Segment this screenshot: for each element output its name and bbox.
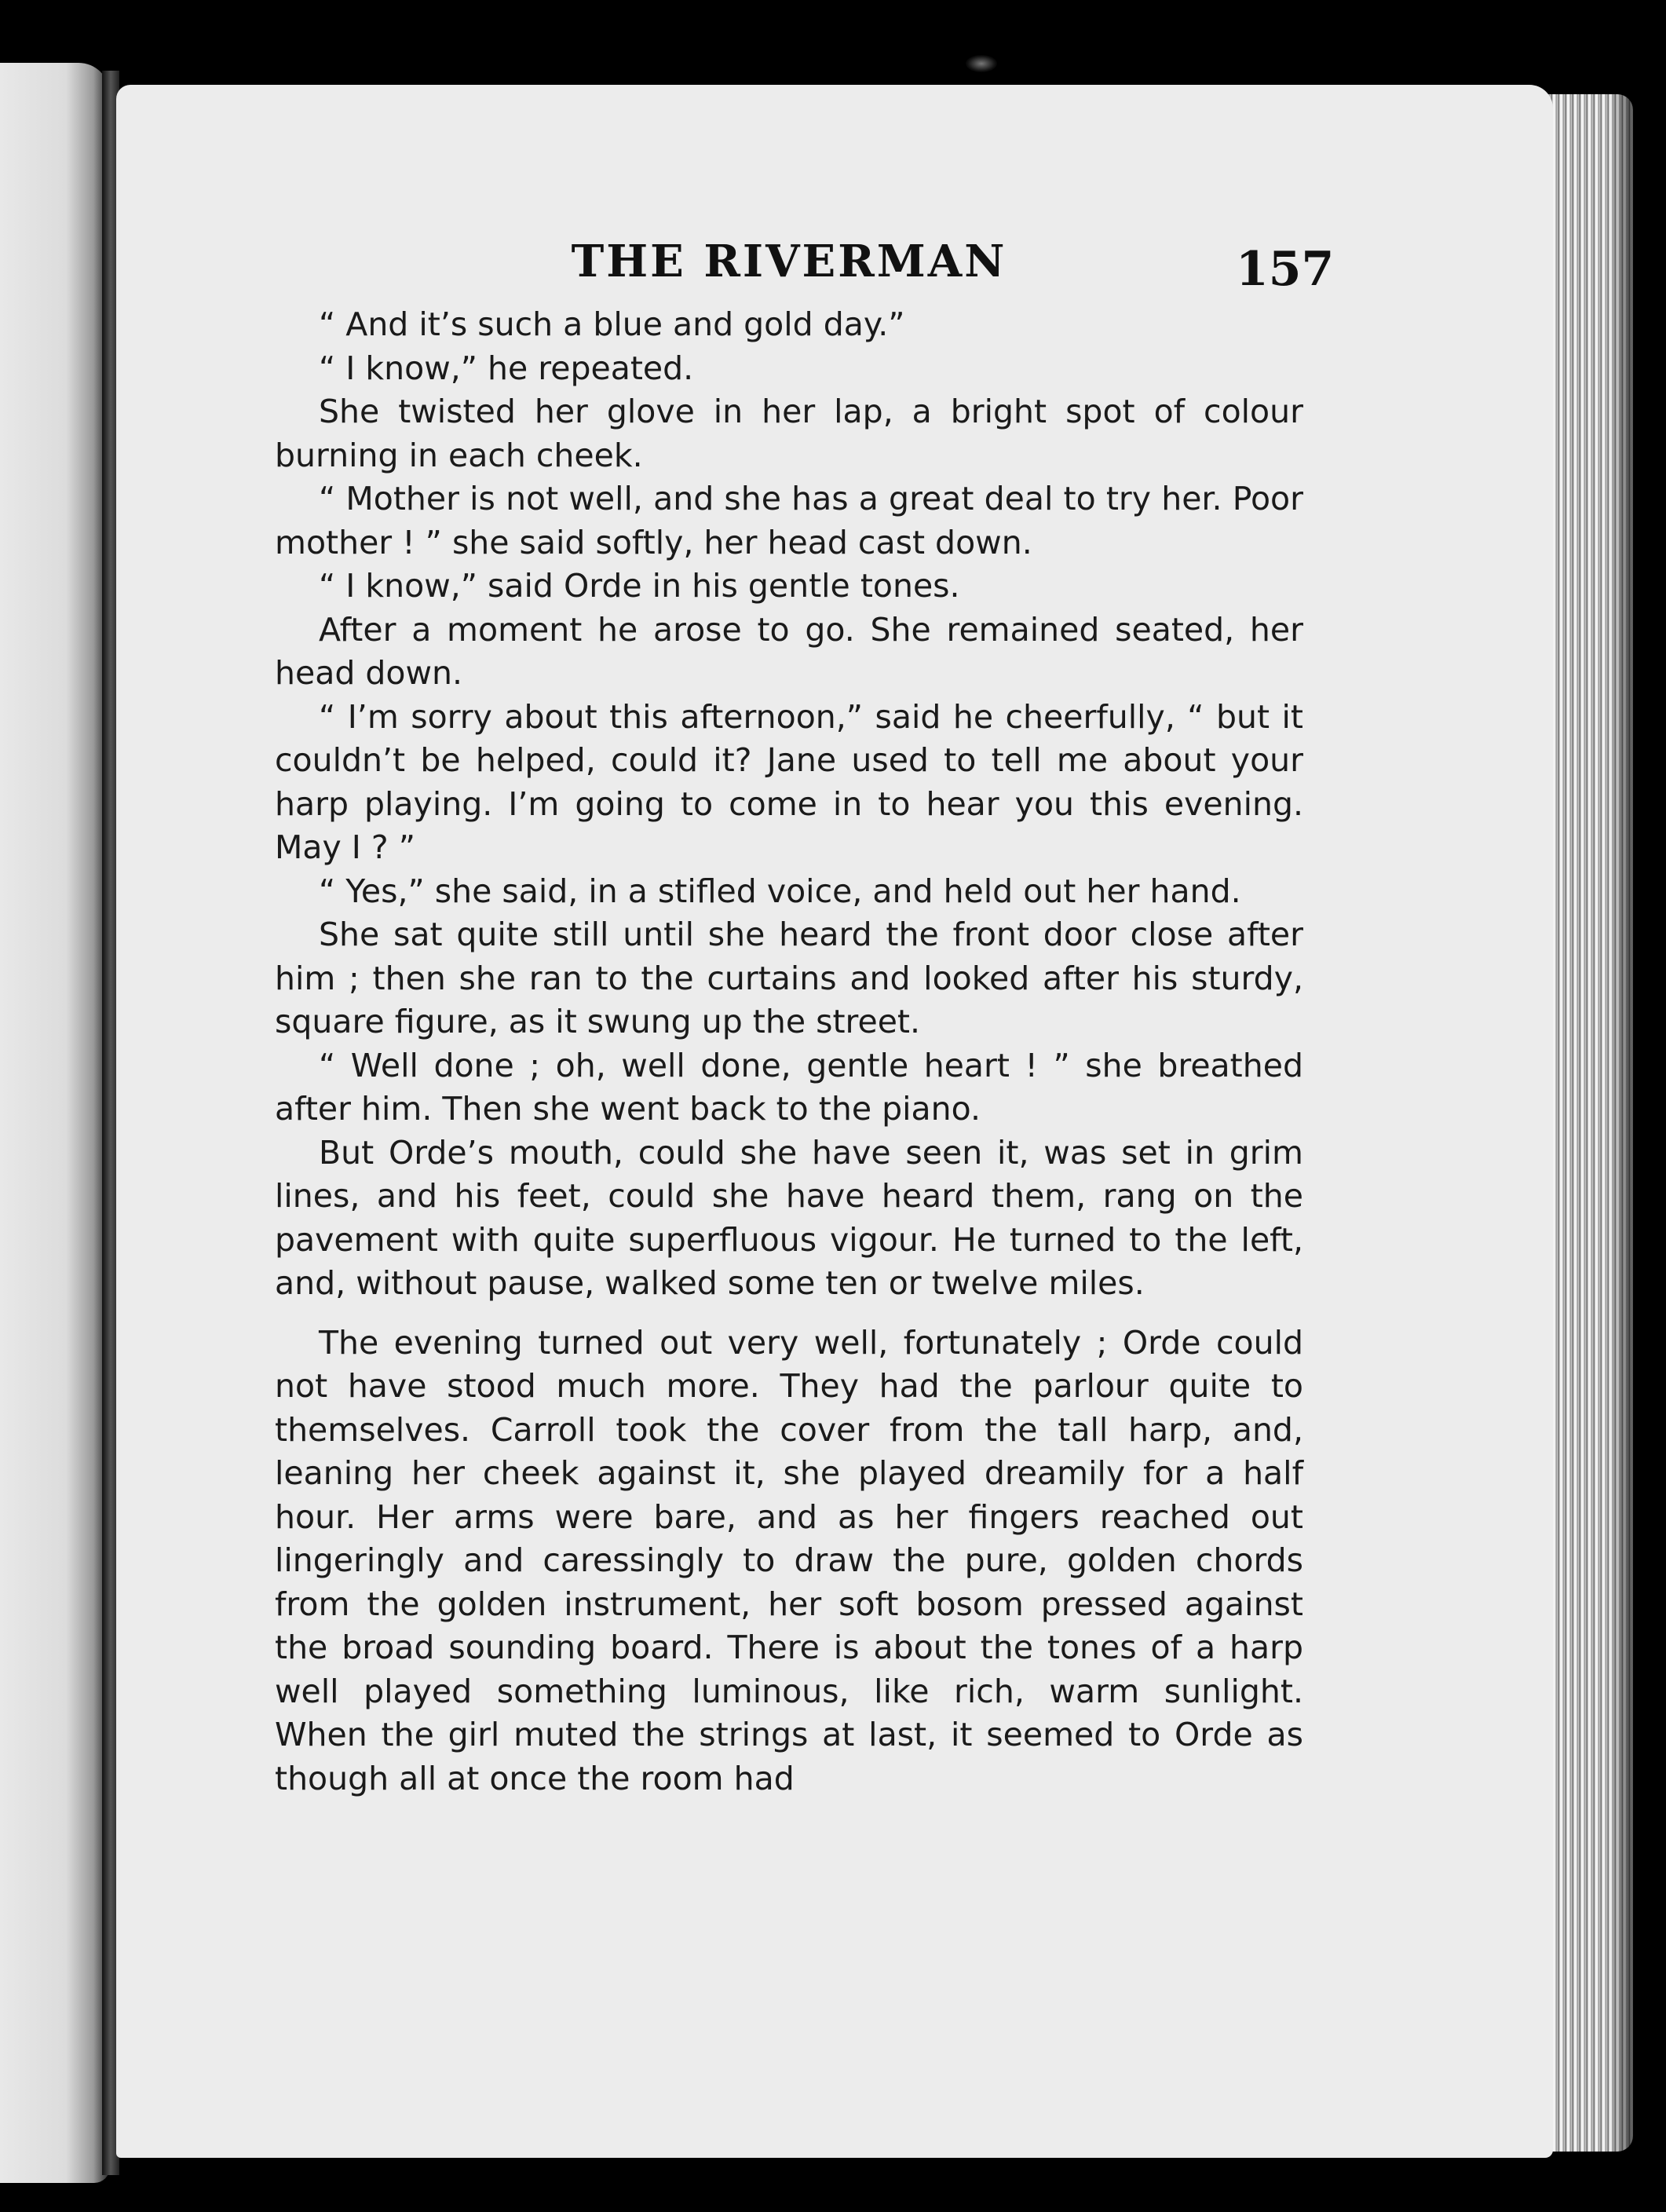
paragraph: “ I know,” said Orde in his gentle tones. (319, 567, 960, 605)
paragraph: The evening turned out very well, fortunately ; Orde could not have stood much more. They had the parlour quite to themselves. Carroll took the cover from the tall harp, and, leaning her cheek against it, she played dreamily for a half hour. Her arms were bare, and as her fingers reached out lingeringly and caressingly to draw the pure, golden chords from the golden instrument, her soft bosom pressed against the broad sounding board. There is about the tones of a harp well played something luminous, like rich, warm sunlight. When the girl muted the strings at last, it seemed to Orde as though all at once the room had (275, 1323, 1303, 1797)
paragraph: After a moment he arose to go. She remained seated, her head down. (275, 610, 1303, 692)
paragraph: “ And it’s such a blue and gold day.” (319, 305, 905, 343)
paragraph: “ I know,” he repeated. (319, 349, 694, 387)
paragraph: “ Mother is not well, and she has a great deal to try her. Poor mother ! ” she said softly, her head cast down. (275, 480, 1303, 561)
body-text (275, 303, 1303, 1801)
scan-smudge (966, 55, 997, 72)
paragraph: She twisted her glove in her lap, a bright spot of colour burning in each cheek. (275, 393, 1303, 474)
paragraph: “ Well done ; oh, well done, gentle heart ! ” she breathed after him. Then she went back to the piano. (275, 1046, 1303, 1128)
paragraph: “ I’m sorry about this afternoon,” said he cheerfully, “ but it couldn’t be helped, could it? Jane used to tell me about your harp playing. I’m going to come in to hear you this evening. May I ? ” (275, 697, 1303, 866)
paragraph: “ Yes,” she said, in a stifled voice, and held out her hand. (319, 872, 1241, 910)
page-header (0, 236, 1666, 298)
left-page-edge (0, 63, 110, 2183)
running-title: THE RIVERMAN (571, 236, 1007, 287)
paragraph: She sat quite still until she heard the front door close after him ; then she ran to the curtains and looked after his sturdy, square figure, as it swung up the street. (275, 916, 1303, 1040)
paragraph: But Orde’s mouth, could she have seen it, was set in grim lines, and his feet, could she have heard them, rang on the pavement with quite superfluous vigour. He turned to the left, and, without pause, walked some ten or twelve miles. (275, 1133, 1303, 1302)
page-number: 157 (1236, 242, 1335, 297)
edge-shadow (1609, 94, 1641, 2152)
